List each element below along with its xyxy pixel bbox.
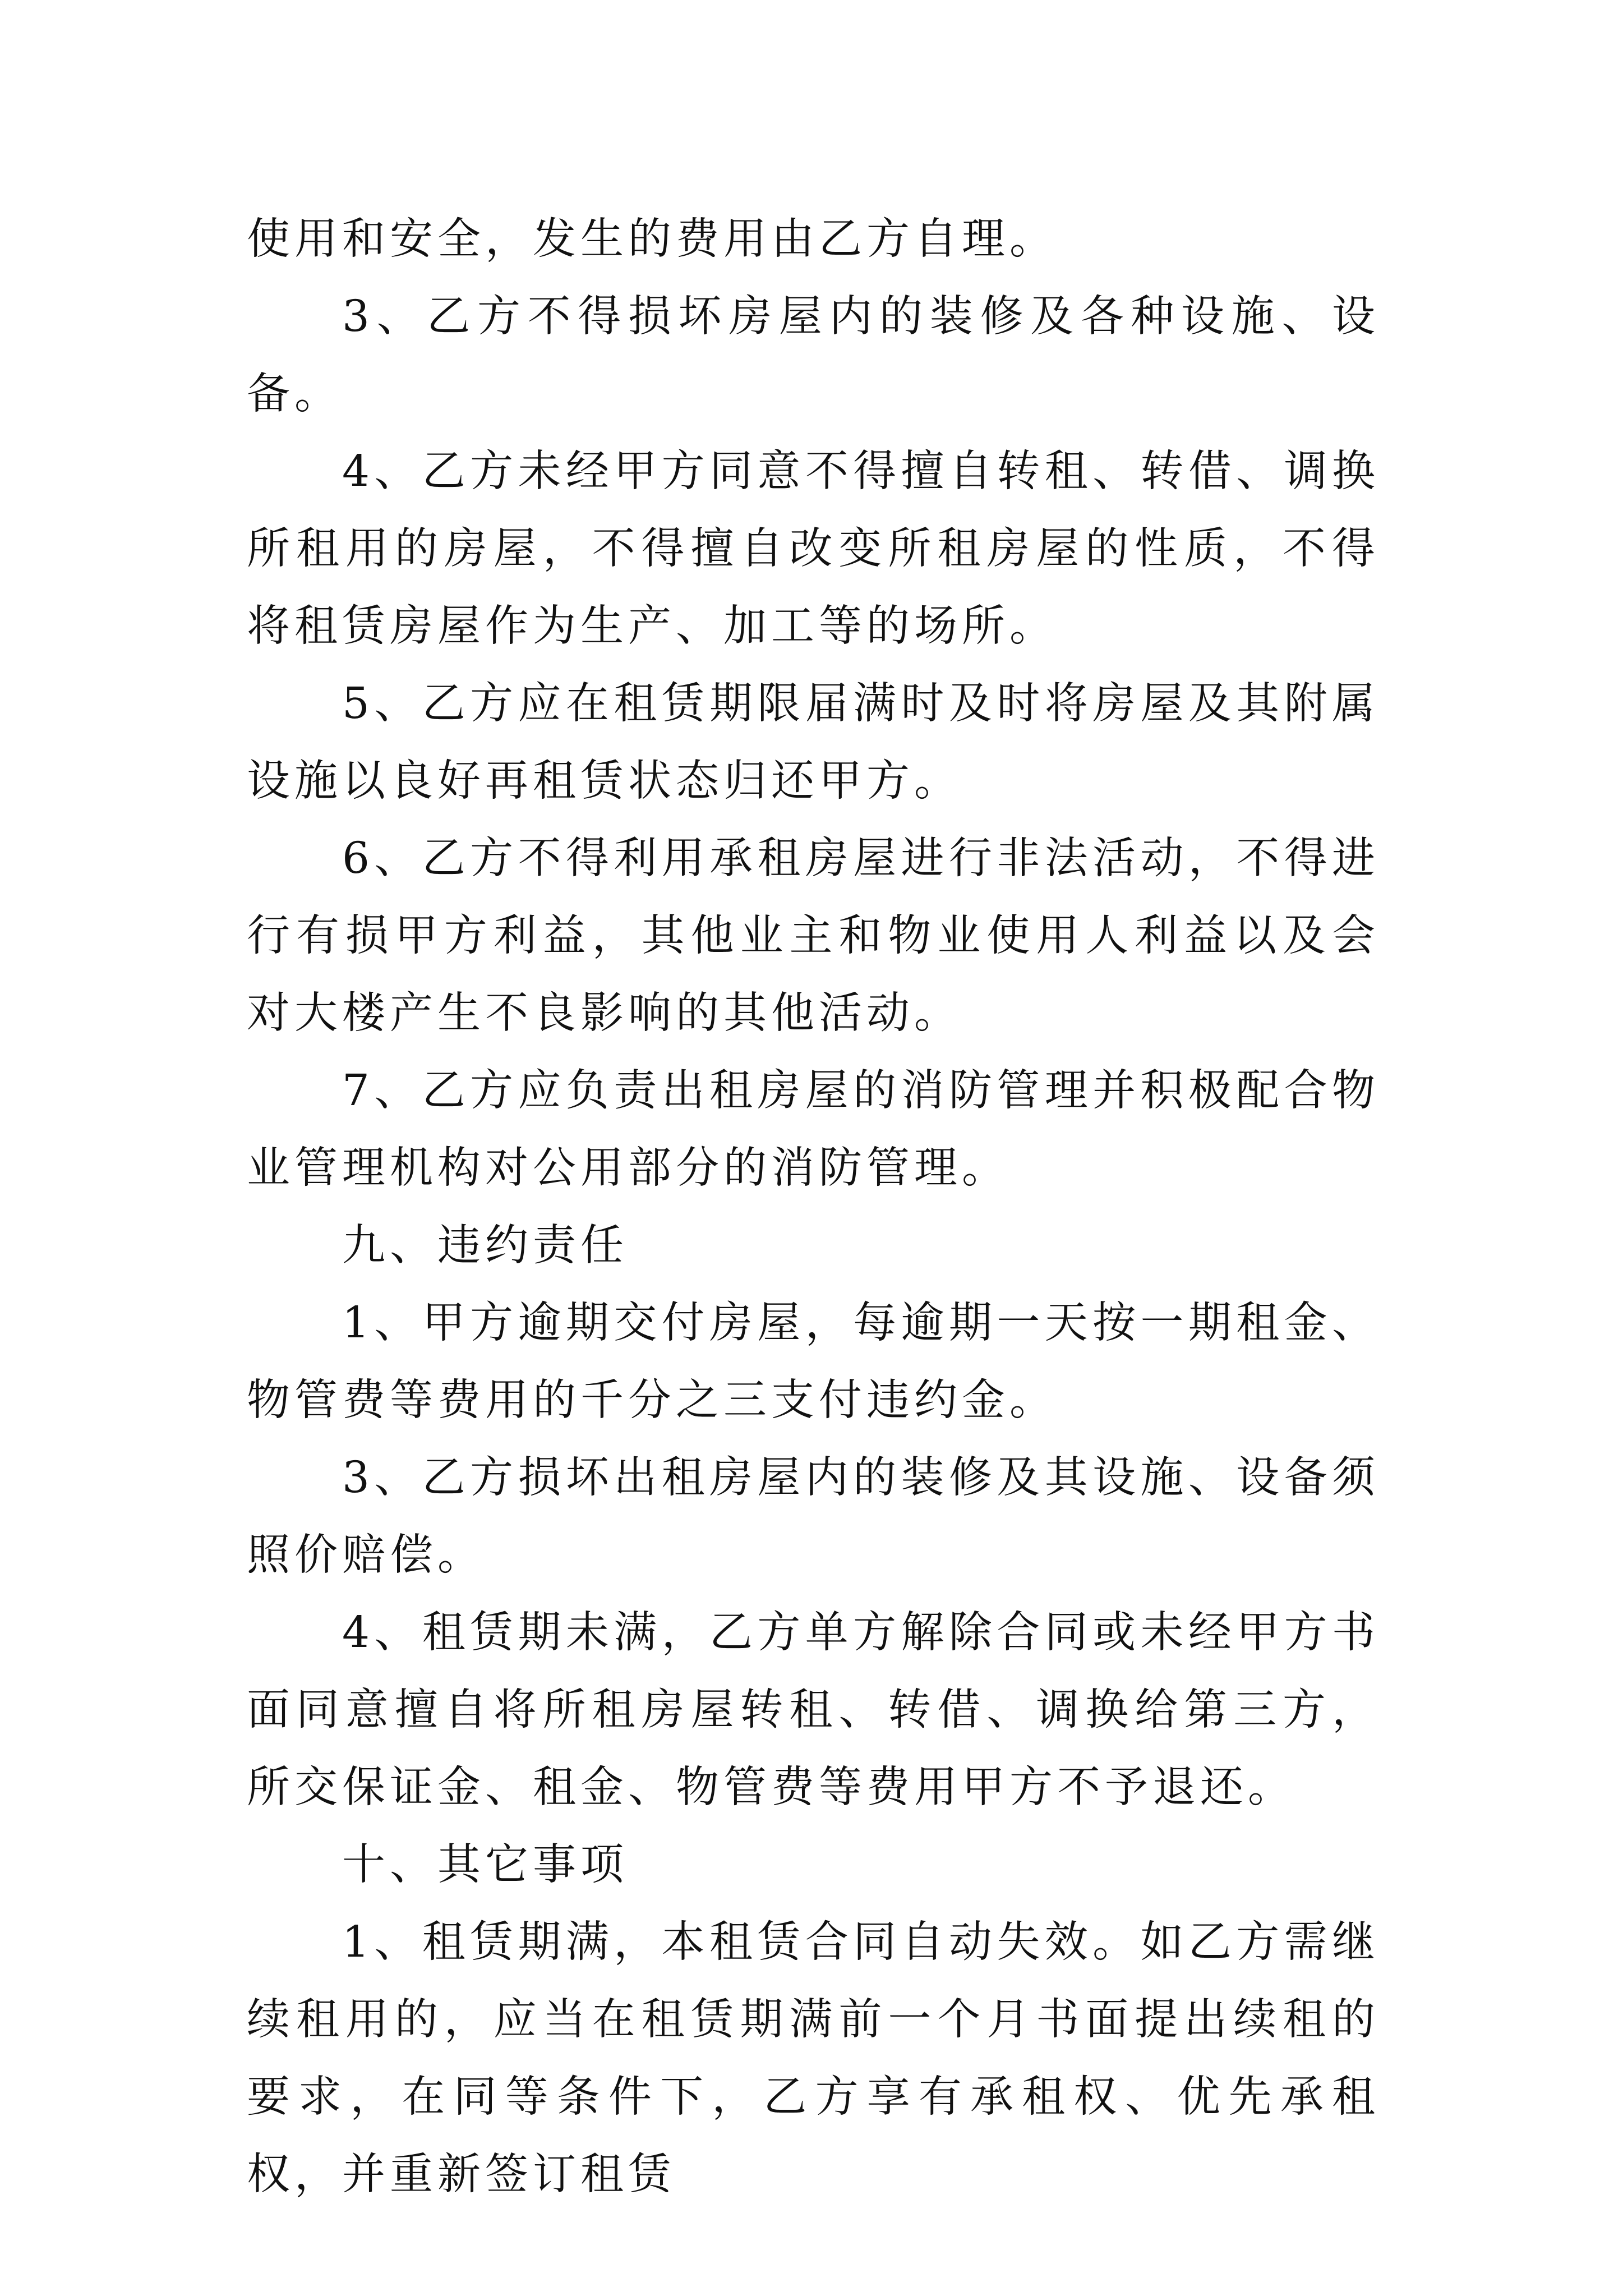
section-heading-breach: 九、违约责任 — [342, 1221, 628, 1271]
paragraph-breach-4: 4、租赁期未满，乙方单方解除合同或未经甲方书面同意擅自将所租房屋转租、转借、调换给第三方，所交保证金、租金、物管费等费用甲方不予退还。 — [247, 1608, 1380, 1812]
paragraph-breach-1: 1、甲方逾期交付房屋，每逾期一天按一期租金、物管费等费用的千分之三支付违约金。 — [247, 1298, 1380, 1425]
paragraph-continuation: 使用和安全，发生的费用由乙方自理。 — [247, 214, 1057, 264]
section-heading-other: 十、其它事项 — [342, 1840, 628, 1890]
document-body — [247, 201, 1380, 2214]
paragraph-clause-6: 6、乙方不得利用承租房屋进行非法活动，不得进行有损甲方利益，其他业主和物业使用人利益以及会对大楼产生不良影响的其他活动。 — [247, 834, 1380, 1038]
paragraph-clause-5: 5、乙方应在租赁期限届满时及时将房屋及其附属设施以良好再租赁状态归还甲方。 — [247, 679, 1380, 806]
paragraph-other-1: 1、租赁期满，本租赁合同自动失效。如乙方需继续租用的，应当在租赁期满前一个月书面提出续租的要求，在同等条件下，乙方享有承租权、优先承租权，并重新签订租赁 — [247, 1917, 1380, 2200]
paragraph-clause-7: 7、乙方应负责出租房屋的消防管理并积极配合物业管理机构对公用部分的消防管理。 — [247, 1066, 1380, 1193]
paragraph-clause-4: 4、乙方未经甲方同意不得擅自转租、转借、调换所租用的房屋，不得擅自改变所租房屋的性质，不得将租赁房屋作为生产、加工等的场所。 — [247, 447, 1380, 651]
paragraph-clause-3: 3、乙方不得损坏房屋内的装修及各种设施、设备。 — [247, 292, 1380, 419]
paragraph-breach-3: 3、乙方损坏出租房屋内的装修及其设施、设备须照价赔偿。 — [247, 1453, 1380, 1580]
